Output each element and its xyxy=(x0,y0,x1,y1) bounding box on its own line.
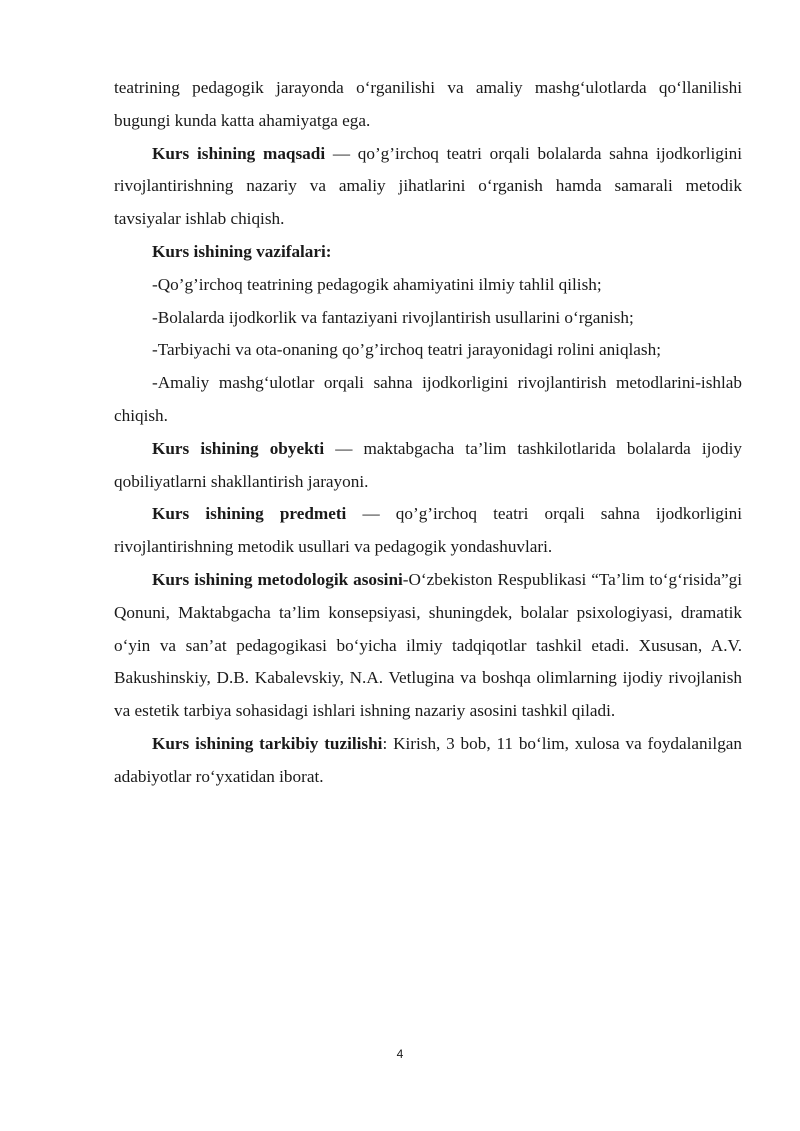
paragraph-object xyxy=(114,433,742,499)
paragraph-goal xyxy=(114,138,742,236)
object-text: — maktabgacha ta’lim tashkilotlarida bolalarda ijodiy qobiliyatlarni shakllantirish jarayoni. xyxy=(114,438,742,491)
task-text: -Amaliy mashg‘ulotlar orqali sahna ijodkorligini rivojlantirish metodlarini-ishlab chiqish. xyxy=(114,373,742,425)
task-text: -Qo’g’irchoq teatrining pedagogik ahamiyatini ilmiy tahlil qilish; xyxy=(152,274,602,294)
methodology-text: -O‘zbekiston Respublikasi “Ta’lim to‘g‘risida”gi Qonuni, Maktabgacha ta’lim konsepsiyasi, shuningdek, bolalar psixologiyasi, dramatik o‘yin va san’at pedagogikasi bo‘yicha ilmiy tadqiqotlar tashkil etadi. Xususan, A.V. Bakushinskiy, D.B. Kabalevskiy, N.A. Vetlugina va boshqa olimlarning ijodiy rivojlanish va estetik tarbiya sohasidagi ishlari ishning nazariy asosini tashkil qiladi. xyxy=(114,569,742,721)
paragraph-intro-continuation xyxy=(114,72,742,138)
methodology-label: Kurs ishining metodologik asosini xyxy=(152,569,403,589)
subject-text: — qo’g’irchoq teatri orqali sahna ijodkorligini rivojlantirishning metodik usullari va pedagogik yondashuvlari. xyxy=(114,504,742,557)
task-text: -Bolalarda ijodkorlik va fantaziyani rivojlantirish usullarini o‘rganish; xyxy=(152,307,634,327)
tasks-label: Kurs ishining vazifalari: xyxy=(152,241,332,261)
goal-text: — qo’g’irchoq teatri orqali bolalarda sahna ijodkorligini rivojlantirishning nazariy va amaliy jihatlarini o‘rganish hamda samarali metodik tavsiyalar ishlab chiqish. xyxy=(114,143,742,229)
paragraph-subject xyxy=(114,498,742,564)
task-item xyxy=(114,269,742,302)
paragraph-methodology xyxy=(114,564,742,728)
structure-text: : Kirish, 3 bob, 11 bo‘lim, xulosa va foydalanilgan adabiyotlar ro‘yxatidan iborat. xyxy=(114,733,743,786)
goal-label: Kurs ishining maqsadi xyxy=(152,143,326,163)
document-page xyxy=(114,72,742,794)
paragraph-structure xyxy=(114,728,742,794)
task-text: -Tarbiyachi va ota-onaning qo’g’irchoq teatri jarayonidagi rolini aniqlash; xyxy=(152,340,661,360)
paragraph-tasks-heading xyxy=(114,236,742,269)
paragraph-text: teatrining pedagogik jarayonda o‘rganilishi va amaliy mashg‘ulotlarda qo‘llanilishi bugungi kunda katta ahamiyatga ega. xyxy=(114,78,742,130)
task-item xyxy=(114,367,742,433)
page-number: 4 xyxy=(396,1047,404,1061)
task-item xyxy=(114,334,742,367)
task-item xyxy=(114,302,742,335)
subject-label: Kurs ishining predmeti xyxy=(152,504,347,524)
structure-label: Kurs ishining tarkibiy tuzilishi xyxy=(152,733,383,753)
object-label: Kurs ishining obyekti xyxy=(152,438,325,458)
